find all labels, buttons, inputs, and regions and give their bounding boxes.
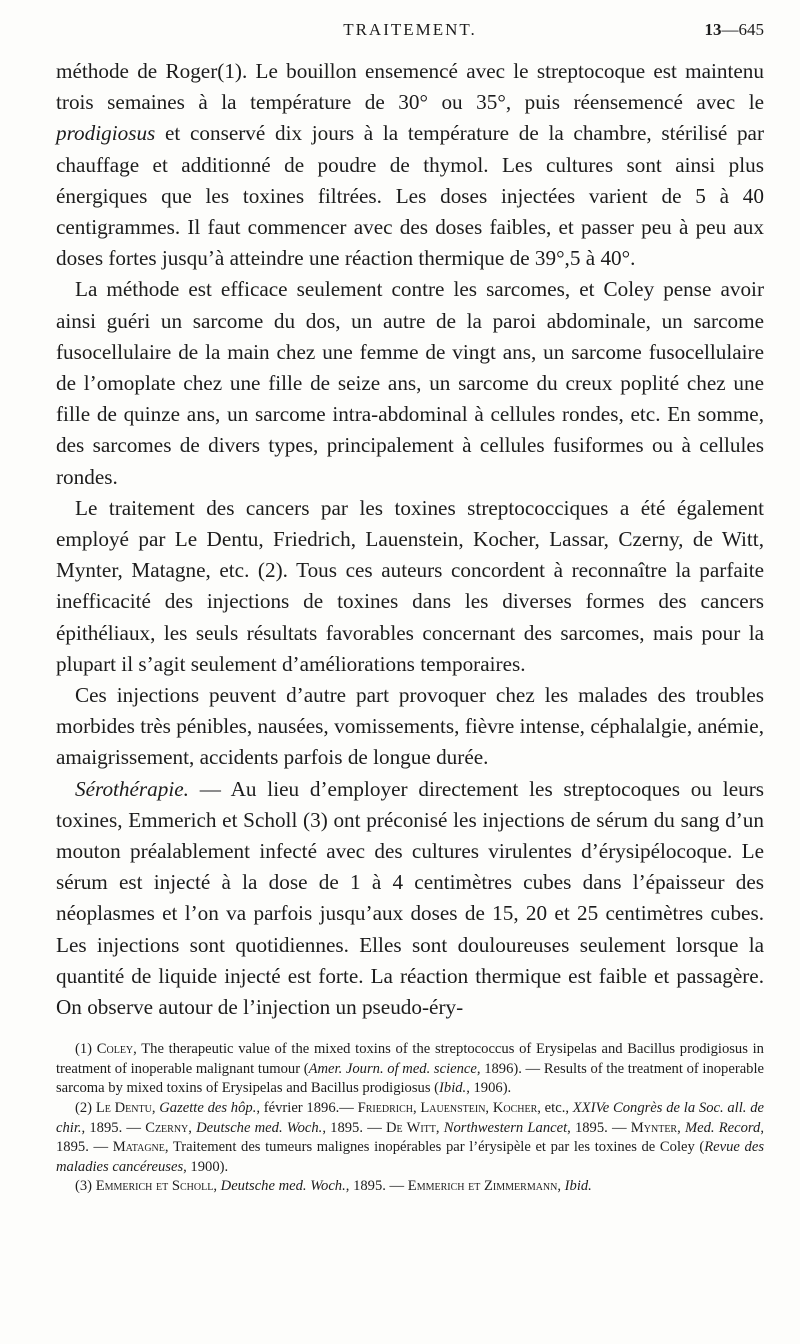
footnote-2-author: Le Dentu xyxy=(95,1100,152,1117)
footnote-2-text-h: , xyxy=(677,1119,685,1136)
footnote-2-authors-2: Friedrich, Lauenstein, Kocher xyxy=(357,1100,538,1117)
page-number: —645 xyxy=(721,20,764,39)
running-title: TRAITEMENT. xyxy=(343,20,477,39)
body-text xyxy=(56,56,764,1023)
footnote-2-author-6: Matagne xyxy=(112,1139,165,1156)
footnote-2-journal-6: Revue des maladies cancéreuses xyxy=(56,1139,764,1175)
footnote-1-journal: Amer. Journ. of med. science xyxy=(308,1060,477,1077)
footnote-1-ibid: Ibid. xyxy=(439,1080,467,1097)
footnote-2-text-i: , 1895. — xyxy=(56,1119,764,1156)
footnote-1-text-c: , 1906). xyxy=(466,1080,512,1097)
footnote-2-text-k: , 1900). xyxy=(183,1158,229,1175)
paragraph-1 xyxy=(56,56,764,274)
footnote-2-text-j: , Traitement des tumeurs malignes inopérables par l’érysipèle et par les toxines de Coley ( xyxy=(164,1139,705,1156)
footnote-3 xyxy=(56,1177,764,1197)
footnote-3-text-a: , xyxy=(213,1178,221,1195)
footnote-2-author-5: Mynter xyxy=(630,1119,678,1136)
footnote-2-text-b: , etc., xyxy=(537,1100,573,1117)
footnote-3-text-c: , xyxy=(557,1178,565,1195)
footnote-3-text-b: , 1895. — xyxy=(345,1178,408,1195)
footnote-2-text-e: , 1895. — xyxy=(322,1119,386,1136)
footnote-3-author: Emmerich et Scholl xyxy=(95,1178,214,1195)
footnote-1-number: (1) xyxy=(75,1041,93,1058)
paragraph-5 xyxy=(56,774,764,1024)
footnote-3-journal: Deutsche med. Woch. xyxy=(220,1178,346,1195)
footnote-2-text-f: , xyxy=(435,1119,444,1136)
paragraph-1-text: méthode de Roger(1). Le bouillon ensemencé avec le streptocoque est maintenu trois semaines à la température de 30° ou 35°, puis réensemencé avec le xyxy=(56,59,764,115)
footnote-3-author-2: Emmerich et Zimmermann xyxy=(407,1178,558,1195)
footnote-2-text-d: , xyxy=(188,1119,197,1136)
section-heading-serotherapie: Sérothérapie. xyxy=(75,776,189,801)
footnote-3-number: (3) xyxy=(75,1178,93,1195)
footnote-2-sep: , xyxy=(151,1100,160,1117)
footnote-3-ibid: Ibid. xyxy=(564,1178,592,1195)
footnote-1-author: Coley xyxy=(96,1041,134,1058)
paragraph-4: Ces injections peuvent d’autre part provoquer chez les malades des troubles morbides très pénibles, nausées, vomissements, fièvre intense, céphalalgie, anémie, amaigrissement, accidents parfois de longue durée. xyxy=(56,683,764,770)
page-ref-marker: 13 xyxy=(704,20,722,39)
footnote-2-text-c: , 1895. — xyxy=(81,1119,146,1136)
footnote-1-text-a: , The therapeutic value of the mixed toxins of the streptococcus of Erysipelas and Bacillus prodigiosus in treatment of inoperable malignant tumour ( xyxy=(56,1041,764,1077)
footnotes xyxy=(56,1040,764,1197)
footnote-2-author-3: Czerny xyxy=(145,1119,189,1136)
page xyxy=(56,12,764,1197)
footnote-2-number: (2) xyxy=(75,1100,93,1117)
footnote-1 xyxy=(56,1040,764,1099)
footnote-2-author-4: De Witt xyxy=(386,1119,436,1136)
page-reference xyxy=(705,20,765,40)
footnote-2-text-a: , février 1896.— xyxy=(256,1100,358,1117)
paragraph-5-text: — Au lieu d’employer directement les streptocoques ou leurs toxines, Emmerich et Scholl (3) ont préconisé les injections de sérum du sang d’un mouton préalablement infecté avec des cultures virulentes d’érysipélocoque. Le sérum est injecté à la dose de 1 à 4 centimètres cubes dans l’épaisseur des néoplasmes et l’on va parfois jusqu’aux doses de 15, 20 et 25 centimètres cubes. Les injections sont quotidiennes. Elles sont douloureuses seulement lorsque la quantité de liquide injecté est forte. La réaction thermique est faible et passagère. On observe autour de l’injection un pseudo-éry- xyxy=(56,776,764,1020)
footnote-2-journal-5: Med. Record xyxy=(684,1119,761,1136)
prodigiosus-term: prodigiosus xyxy=(56,121,156,146)
footnote-2-text-g: , 1895. — xyxy=(567,1119,631,1136)
footnote-2-journal-3: Deutsche med. Woch. xyxy=(196,1119,323,1136)
paragraph-2: La méthode est efficace seulement contre les sarcomes, et Coley pense avoir ainsi guéri un sarcome du dos, un autre de la paroi abdominale, un sarcome fusocellulaire de la main chez une femme de vingt ans, un sarcome fusocellulaire de l’omoplate chez une fille de seize ans, un sarcome du creux poplité chez une fille de quinze ans, un sarcome intra-abdominal à cellules rondes, etc. En somme, des sarcomes de divers types, principalement à cellules fusiformes ou à cellules rondes. xyxy=(56,277,764,489)
footnote-2 xyxy=(56,1099,764,1177)
paragraph-3: Le traitement des cancers par les toxines streptococciques a été également employé par Le Dentu, Friedrich, Lauenstein, Kocher, Lassar, Czerny, de Witt, Mynter, Matagne, etc. (2). Tous ces auteurs concordent à reconnaître la parfaite inefficacité des injections de toxines dans les diverses formes des cancers épithéliaux, les seuls résultats favorables concernant des sarcomes, mais pour la plupart il s’agit seulement d’améliorations temporaires. xyxy=(56,495,764,676)
footnote-2-congress: XXIVe Congrès de la Soc. all. de chir. xyxy=(56,1100,764,1136)
footnote-1-text-b: , 1896). — Results of the treatment of inoperable sarcoma by mixed toxins of Erysipelas and Bacillus prodigiosus ( xyxy=(56,1060,764,1097)
page-header xyxy=(56,12,764,46)
paragraph-1-rest: et conservé dix jours à la température de la chambre, stérilisé par chauffage et additionné de poudre de thymol. Les cultures sont ainsi plus énergiques que les toxines filtrées. Les doses injectées varient de 5 à 40 centigrammes. Il faut commencer avec des doses faibles, et passer peu à peu aux doses fortes jusqu’à atteindre une réaction thermique de 39°,5 à 40°. xyxy=(56,121,765,271)
footnote-2-journal: Gazette des hôp. xyxy=(159,1100,257,1117)
footnote-2-journal-4: Northwestern Lancet xyxy=(443,1119,568,1136)
